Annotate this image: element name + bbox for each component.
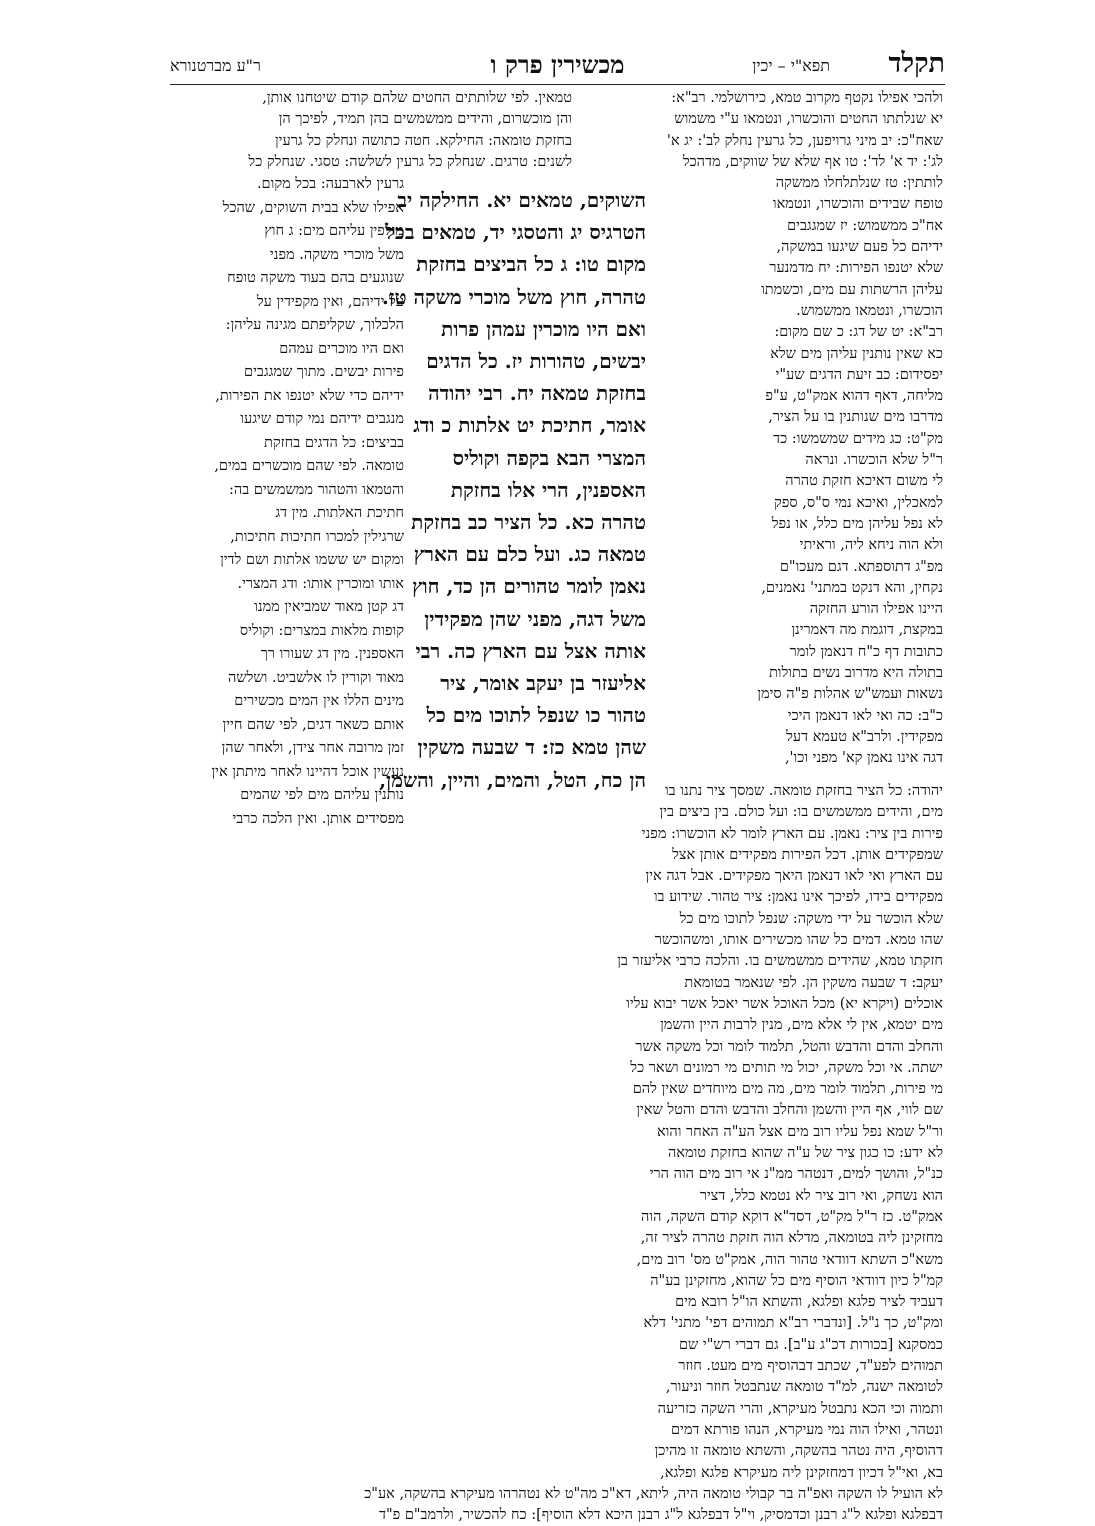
commentary-line: כ"ב: כה ואי לאו דנאמן היכי [787,707,943,724]
commentary-line: ולהכי אפילו נקטף מקרוב טמא, כירושלמי. רב"א: [671,90,943,106]
commentary-line: למאכלין, ואיכא נמי ס"ס, ספק [774,494,943,511]
commentary-line: הוא נשחק, ואי רוב ציר לא נטמא כלל, דציר [699,1187,943,1204]
commentary-line: בתולה היא מדרוב נשים בתולות [768,665,943,682]
commentary-line: מליחה, דאף דהוא אמק"ט, ע"פ [765,388,943,405]
commentary-line: דג קטן מאוד שמביאין ממנו [254,599,404,615]
commentary-line: ונטהר, ואילו הוה נמי מעיקרא, הנהו פורתא דמים [670,1421,943,1438]
commentary-line: נעשין אוכל דהיינו לאחר מיתתן אין [211,763,404,780]
commentary-line: לא נפל עליהן מים כלל, או נפל [771,515,943,532]
mishnah-line: הן כח, הטל, והמים, והיין, והשמן, [379,767,646,792]
commentary-line: ותמוה וכי הכא נתבטל מעיקרא, והרי השקה כזריעה [657,1400,943,1417]
commentary-line: לטומאה ישנה, למ"ד טומאה שנתבטל חוזר וניעור, [665,1379,943,1396]
mishnah-line: השוקים, טמאים יא. החילקה יב [397,188,646,212]
tiferet-yisrael-label: תפא"י – יכין [752,56,830,75]
commentary-line: תמוהים לפע"ד, שכתב דבהוסיף מים מעט. חוזר [678,1358,943,1375]
commentary-line: ידיהם כל פעם שיגעו במשקה, [776,239,943,256]
commentary-line: מדרבו מים שנותנין בו על הציר, [768,409,943,426]
mishnah-line: אליעזר בן יעקב אומר, ציר [440,671,646,696]
mishnah-line: נאמן לומר טהורים הן כד, חוץ [412,574,646,599]
bartenura-commentary-side [172,173,404,831]
mishnah-line: שהן טמא כז: ד שבעה משקין [417,735,646,760]
commentary-line: יא שנלתתו החטים והוכשרו, ונטמאו ע"י משמוש [674,111,943,128]
commentary-line: האספנין. מין דג שעורו רך [260,646,404,662]
commentary-line: ר"ל שלא הוכשרו. ונראה [805,452,943,469]
commentary-line: מפסידים אותן. ואין הלכה כרבי [232,810,404,827]
commentary-line: שנוגעים בהם בעוד משקה טופח [227,270,404,286]
commentary-line: ור"ל שמא נפל עליו רוב מים אצל הע"ה האחר והוא [656,1123,943,1140]
commentary-line: בחזקת טומאה: החילקא. חטה כתושה ונחלק כל גרעין [274,132,572,149]
commentary-line: מאוד וקורין לו אלשביט. ושלשה [228,669,404,686]
mishnah-text [379,184,646,796]
commentary-line: היינו אפילו הורע החזקה [809,601,943,618]
commentary-line: במקצת, דוגמת מה דאמרינן [791,622,943,639]
commentary-line: שלא הוכשר על ידי משקה: שנפל לתוכו מים כל [679,910,943,927]
running-header [170,48,945,82]
bartenura-commentary-top [172,88,572,173]
mishnah-line: מקום טו: ג כל הביצים בחזקת [416,252,646,277]
commentary-line: בא, ואי"ל דכיון דמחזקינן ליה מעיקרא פלגא ופלגא, [660,1464,943,1481]
mishnah-line: יבשים, טהורות יז. כל הדגים [426,349,646,374]
commentary-line: יהודה: כל הציר בחזקת טומאה. שמסך ציר נתנו בו [664,783,943,799]
commentary-line: לג': יד א' לד': טו אף שלא של שווקים, מדהכל [682,153,943,170]
commentary-line: יפסידום: כב זיעת הדגים שע"י [775,366,943,383]
commentary-line: משל מוכרי משקה. מפני [269,246,404,263]
commentary-line: טמאין. לפי שלותתים החטים שלהם קודם שיטחנו אותן, [262,90,572,106]
tiferet-yisrael-commentary [603,88,943,770]
commentary-line: דעביד לציר פלגא ופלגא, והשתא הו"ל רובא מים [675,1294,943,1311]
mishnah-line: אומר, חתיכת יט אלתות כ ודג [413,413,646,438]
commentary-line: בביצים: כל הדגים בחזקת [264,434,404,451]
commentary-line: אוכלים (ויקרא יא) מכל האוכל אשר יאכל אשר יבוא עליו [626,995,943,1012]
commentary-line: חזקתו טמא, שהידים ממשמשים בו. והלכה כרבי אליעזר בן [617,953,943,970]
commentary-line: שהו טמא. דמים כל שהו מכשירים אותו, ומשהוכשר [654,932,943,949]
commentary-line: ולא הוה ניחא ליה, וראיתי [799,537,943,554]
commentary-line: והן מוכשרום, והידים ממשמשים בהן תמיד, לפיכך הן [278,111,572,128]
commentary-line: מפ"ג דתוספתא. דגם מעכו"ם [779,558,943,575]
commentary-line: גרעין לארבעה: בכל מקום. [256,176,404,192]
commentary-line: מי פירות, תלמוד לומר מים, מה מים מיוחדים שאין להם [632,1081,943,1098]
commentary-line: אח"כ ממשמוש: יז שמגגבים [787,217,943,234]
mishnah-line: האספנין, הרי אלו בחזקת [450,477,646,502]
commentary-line: מים יטמא, אין לי אלא מים, מנין לרבות היין והשמן [660,1017,943,1034]
commentary-line: דהוסיף, היה נטהר בהשקה, והשתא טומאה זו מהיכן [654,1443,943,1460]
commentary-line: שם לווי, אף היין והשמן והחלב והדבש והדם והטל שאין [636,1102,943,1119]
commentary-line: עליהן הרשתות עם מים, וכשמתו [761,281,943,298]
commentary-line: כמסקנא [בכורות דכ"ג ע"ב]. גם דברי רש"י שם [678,1336,943,1353]
commentary-line: אפילו שלא בבית השוקים, שהכל [222,199,404,216]
commentary-line: מנגבים ידיהם נמי קודם שיגעו [240,411,404,427]
commentary-line: חתיכת האלתות. מין דג [275,505,404,521]
commentary-line: על ידיהם, ואין מקפידין על [256,293,404,310]
commentary-line: משא"כ השתא דוודאי טהור הוה, אמק"ט מס' רוב מים, [636,1251,943,1268]
commentary-line: ואם היו מוכרים עמהם [279,340,404,357]
commentary-line: זמן מרובה אחר צידן, ולאחר שהן [221,740,404,756]
commentary-line: לי משום דאיכא חזקת טהרה [785,473,943,490]
commentary-line: לשנים: טרגים. שנחלק כל גרעין לשלשה: טסגי. שנחלק כל [248,153,572,170]
mishnah-line: ואם היו מוכרין עמהן פרות [441,316,646,341]
commentary-line: והטמאו והטהור ממשמשים בה: [228,481,404,498]
commentary-line: מק"ט: כג מידים שמשמשו: כד [773,430,943,447]
commentary-line: ומק"ט, כך נ"ל. [ונדברי רב"א תמוהים דפי' מתני' דלא [643,1315,943,1332]
commentary-line: אמק"ט. כז ר"ל מק"ט, דסד"א דוקא קודם השקה, הוה [641,1208,943,1225]
commentary-line: והחלב והדם והדבש והטל, תלמוד לומר וכל משקה אשר [635,1038,943,1055]
commentary-line: כא שאין נותנין עליהן מים שלא [770,345,943,362]
bartenura-label: ר"ע מברטנורא [170,56,261,75]
commentary-line: אותם כשאר דגים, לפי שהם חיין [222,716,404,733]
page-folio: תקלד [888,48,945,79]
commentary-line: לא הועיל לו השקה ואפ"ה בר קבולי טומאה היה, ליתא, דא"כ מה"ט לא נטהרהו מעיקרא בהשקה, אע"כ [364,1485,943,1502]
commentary-line: הוכשרו, ונטמאו ממשמוש. [796,302,943,319]
mishnah-line: הטרגיס יג והטסגי יד, טמאים בכל [385,220,646,245]
commentary-line: טופח שבידים והוכשרו, ונטמאו [772,196,943,213]
commentary-line: שרגילין למכרו חתיכות חתיכות, [230,528,404,545]
bottom-commentary [172,781,943,1526]
commentary-line: נקחין, והא דנקט במתני' נאמנים, [761,579,943,596]
mishnah-line: אותה אצל עם הארץ כה. רבי [415,638,646,663]
commentary-line: כתובות דף כ"ח דנאמן לומר [789,643,943,660]
commentary-line: ידיהם כדי שלא יטנפו את הפירות, [215,387,404,404]
mishnah-line: טמאה כג. ועל כלם עם הארץ [413,542,646,567]
commentary-line: עם הארץ ואי לאו דנאמן היאך מפקידים. אבל דגה אין [645,868,943,885]
commentary-line: פירות בין ציר: נאמן. עם הארץ לומר לא הוכשרו: מפני [641,825,943,842]
commentary-line: אותו ומוכרין אותו: ודג המצרי. [237,575,404,592]
mishnah-line: המצרי הבא בקפה וקוליס [452,445,646,470]
commentary-line: ומקום יש ששמו אלתות ושם לדין [220,552,404,568]
mishnah-line: טהור כו שנפל לתוכו מים כל [426,703,646,728]
commentary-line: כנ"ל, והושך למים, דנטהר ממ"נ אי רוב מים הוה הרי [649,1166,943,1183]
commentary-line: רב"א: יט של דג: כ שם מקום: [774,324,943,341]
commentary-line: מחזקינן ליה בטומאה, מדלא הוה חזקת טהרה לציר זה, [640,1230,943,1247]
commentary-line: קופות מלאות במצרים: וקוליס [239,622,404,639]
commentary-line: נשאות ועמש"ש אהלות פ"ה סימן [757,686,943,703]
commentary-line: שאח"כ: יב מיני גרויפען, כל גרעין נחלק לב': יג א' [666,132,943,149]
commentary-line: דבפלגא ופלגא ל"ג רבנן וכדמסיק, וי"ל דבפלגא ל"ג רבנן היכא דלא הוסיף]: כח להכשיר, ולרמב"ם פ"ד [378,1507,943,1524]
commentary-line: שמפקידים אותן. דכל הפירות מפקידים אותן אצל [672,846,943,863]
commentary-line: מינים הללו אין המים מכשירים [234,693,404,709]
commentary-line: טומאה. לפי שהם מוכשרים במים, [214,458,404,474]
commentary-line: פירות יבשים. מתוך שמגגבים [244,364,404,380]
commentary-line: יעקב: ד שבעה משקין הן. לפי שנאמר בטומאת [684,974,943,991]
commentary-line: מים, והידים ממשמשים בו: ועל כולם. בין ביצים בין [659,804,943,821]
mishnah-line: טהרה כא. כל הציר כב בחזקת [411,510,646,535]
commentary-line: לא ידע: כו כגון ציר של ע"ה שהוא בחזקת טומאה [667,1145,943,1162]
commentary-line: דגה אינו נאמן קא' מפני וכו', [784,750,943,767]
commentary-line: שלא יטנפו הפירות: יח מדמנער [769,260,943,277]
header-rule [170,84,945,85]
commentary-line: קמ"ל כיון דוודאי הוסיף מים כל שהוא, מחזקינן בע"ה [650,1272,943,1289]
commentary-line: מפקידין. ולרב"א טעמא דעל [786,728,943,745]
commentary-line: נותנין עליהם מים לפי שהמים [240,787,404,803]
commentary-line: מפקידים בידו, לפיכך אינו נאמן: ציר טהור. שידוע בו [653,889,943,906]
mishnah-line: משל דגה, מפני שהן מפקידין [424,606,646,631]
commentary-line: הלכלוך, שקליפתם מגינה עליהן: [225,317,404,333]
chapter-title: מכשירין פרק ו [490,50,625,79]
mishnah-line: טהרה, חוץ משל מוכרי משקה טז. [381,284,646,309]
commentary-line: ישתה. אי וכל משקה, יכול מי תותים מי רמונים ושאר כל [630,1059,943,1076]
commentary-line: מולפין עליהם מים: ג חוץ [264,223,404,239]
commentary-line: לותתין: טז שנלתלחלו ממשקה [775,175,943,192]
mishnah-line: בחזקת טמאה יח. רבי יהודה [428,381,646,406]
